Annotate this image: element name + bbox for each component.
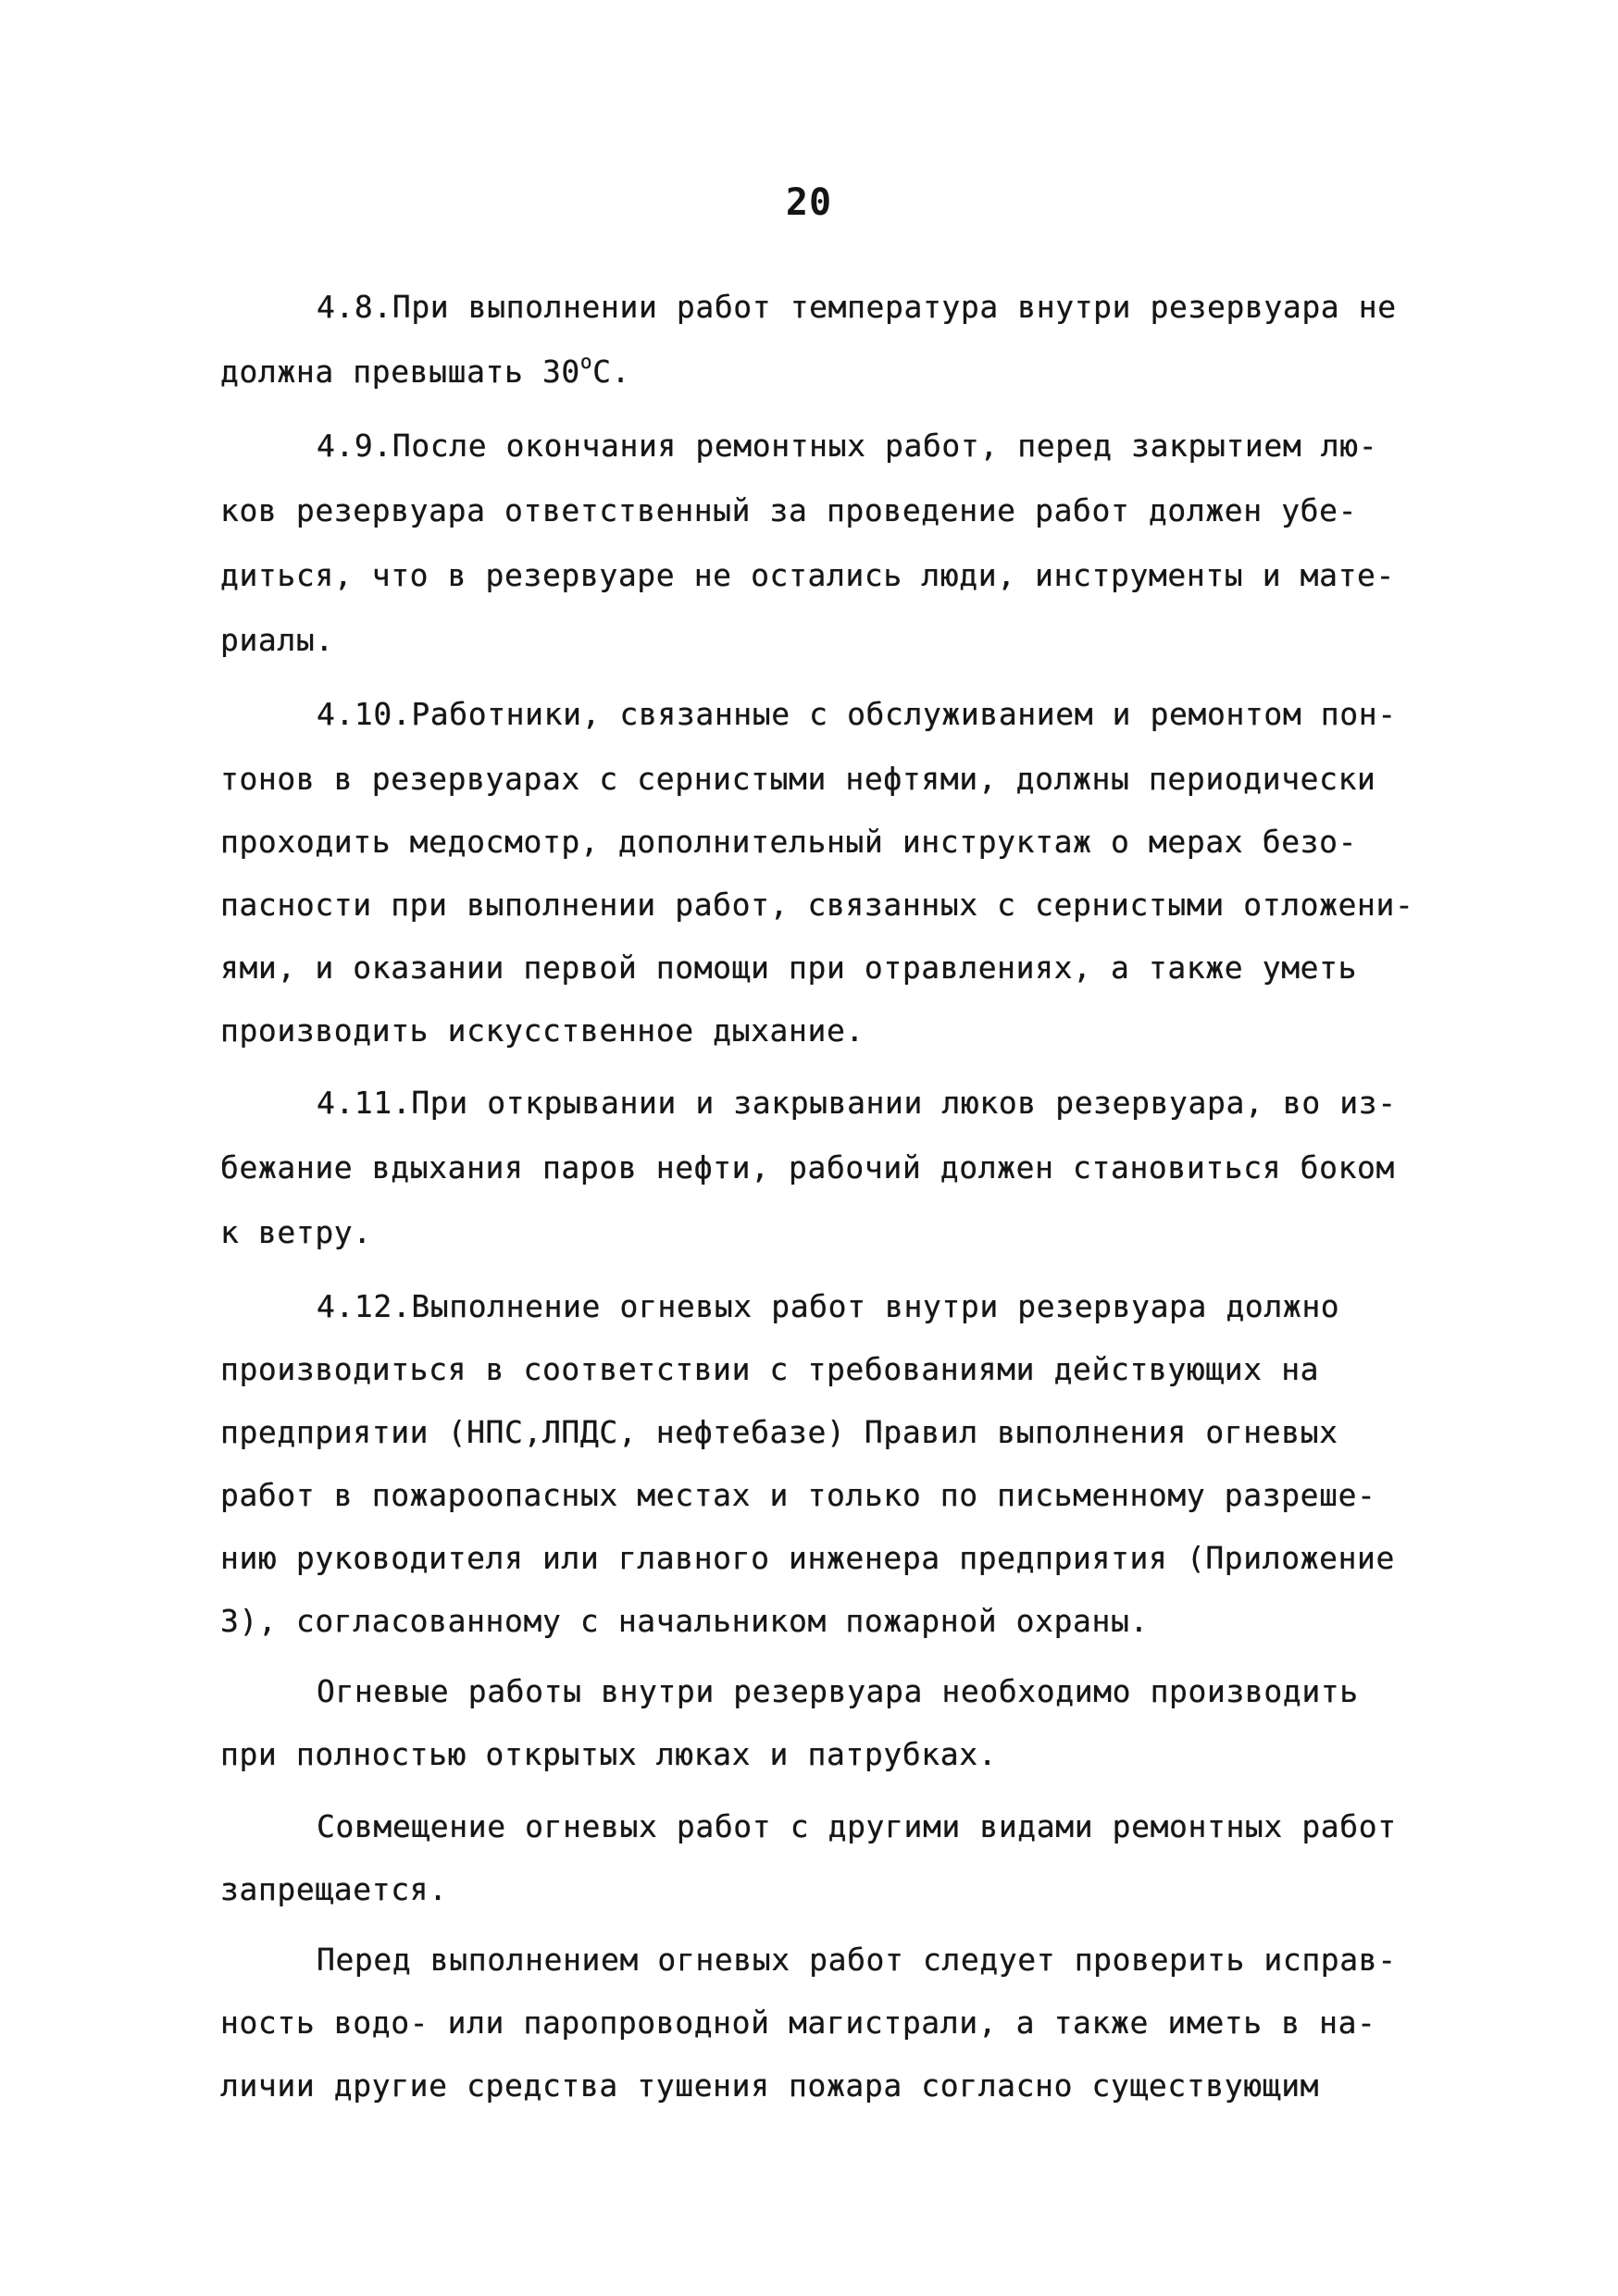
text-line: тонов в резервуарах с сернистыми нефтями, должны периодически bbox=[220, 761, 1376, 797]
text-line: производить искусственное дыхание. bbox=[220, 1012, 865, 1049]
text-line: ков резервуара ответственный за проведение работ должен убе- bbox=[220, 492, 1358, 528]
text-line: при полностью открытых люках и патрубках. bbox=[220, 1736, 998, 1772]
text-line: работ в пожароопасных местах и только по письменному разреше- bbox=[220, 1477, 1376, 1513]
text-line: Огневые работы внутри резервуара необходимо производить bbox=[317, 1673, 1359, 1709]
text-line: бежание вдыхания паров нефти, рабочий должен становиться боком bbox=[220, 1149, 1395, 1185]
text-line: 3), согласованному с начальником пожарной охраны. bbox=[220, 1603, 1149, 1639]
text-line: проходить медосмотр, дополнительный инструктаж о мерах безо- bbox=[220, 824, 1358, 860]
text-line: запрещается. bbox=[220, 1871, 448, 1907]
text-line: 4.10.Работники, связанные с обслуживанием и ремонтом пон- bbox=[317, 696, 1397, 732]
text-line-tail: С. bbox=[592, 354, 631, 390]
text-line: 4.8.При выполнении работ температура внутри резервуара не bbox=[317, 289, 1397, 325]
degree-superscript: о bbox=[579, 351, 593, 373]
text-line: диться, что в резервуаре не остались люди, инструменты и мате- bbox=[220, 557, 1395, 593]
text-line: Перед выполнением огневых работ следует проверить исправ- bbox=[317, 1942, 1397, 1978]
text-line-main: должна превышать 30 bbox=[220, 354, 580, 390]
text-line: предприятии (НПС,ЛПДС, нефтебазе) Правил выполнения огневых bbox=[220, 1414, 1338, 1450]
text-line: Совмещение огневых работ с другими видами ремонтных работ bbox=[317, 1808, 1397, 1844]
text-line: ями, и оказании первой помощи при отравлениях, а также уметь bbox=[220, 949, 1358, 986]
text-line: пасности при выполнении работ, связанных с сернистыми отложени- bbox=[220, 887, 1414, 923]
text-line: 4.11.При открывании и закрывании люков резервуара, во из- bbox=[317, 1085, 1397, 1121]
text-line: риалы. bbox=[220, 622, 334, 658]
text-line: нию руководителя или главного инженера предприятия (Приложение bbox=[220, 1540, 1395, 1576]
text-line: к ветру. bbox=[220, 1214, 372, 1250]
text-line: 4.12.Выполнение огневых работ внутри резервуара должно bbox=[317, 1288, 1340, 1324]
text-line bbox=[220, 351, 631, 391]
text-line: личии другие средства тушения пожара согласно существующим bbox=[220, 2067, 1320, 2104]
text-line: ность водо- или паропроводной магистрали, а также иметь в на- bbox=[220, 2004, 1376, 2041]
text-line: производиться в соответствии с требованиями действующих на bbox=[220, 1351, 1320, 1387]
text-line: 4.9.После окончания ремонтных работ, перед закрытием лю- bbox=[317, 428, 1378, 464]
page-number: 20 bbox=[785, 181, 833, 224]
